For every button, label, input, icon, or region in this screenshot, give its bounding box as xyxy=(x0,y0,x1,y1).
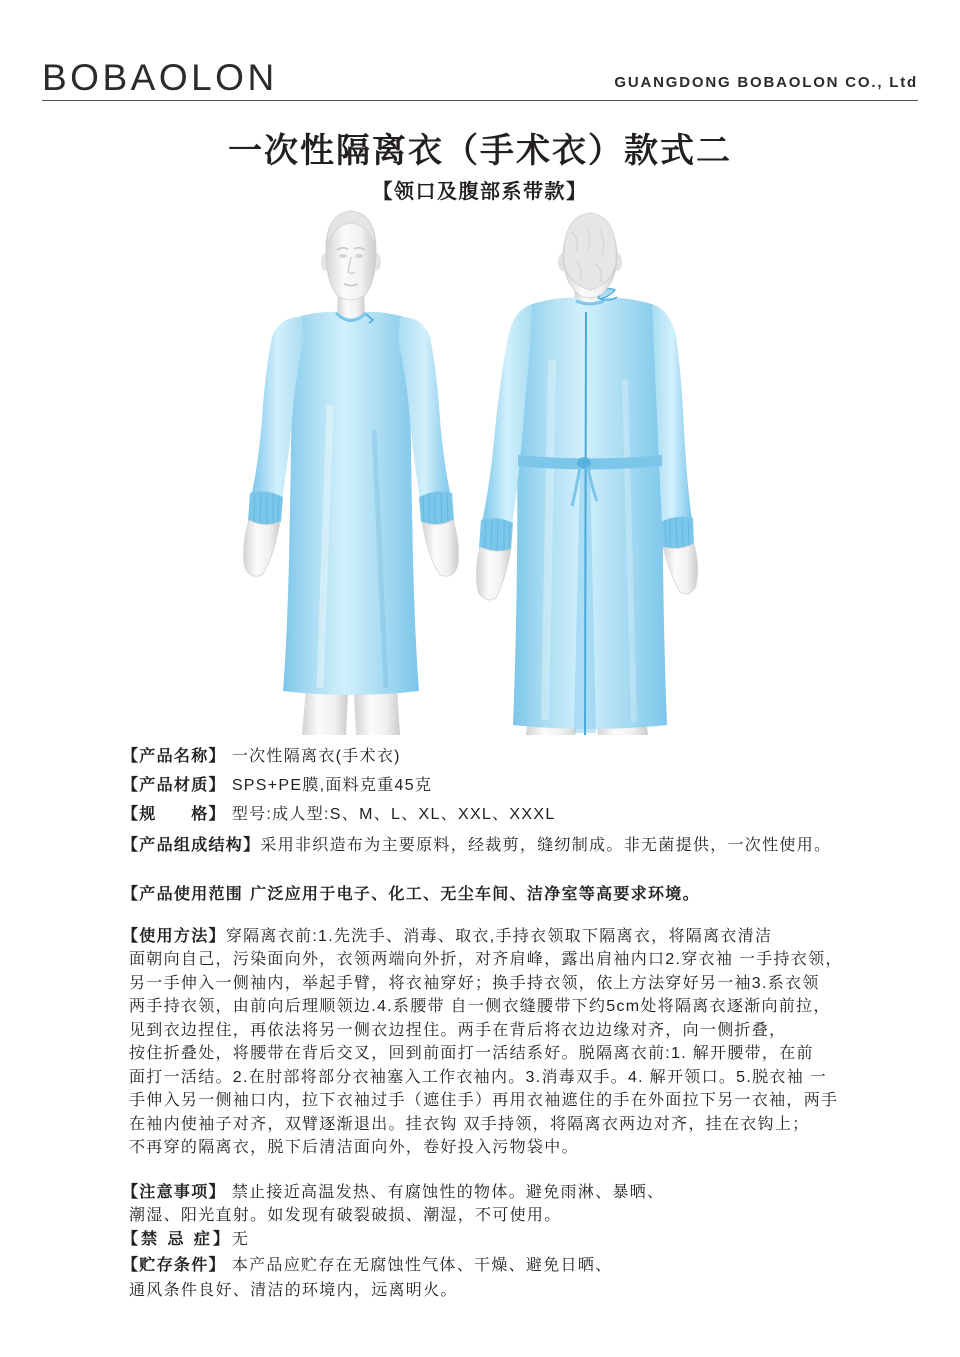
spec-label-structure: 【产品组成结构】 xyxy=(122,837,261,854)
spec-row-structure xyxy=(122,836,831,856)
spec-row-size xyxy=(122,805,556,825)
back-center-seam xyxy=(585,312,586,735)
front-gown-body xyxy=(283,312,419,695)
usage-line: 见到衣边捏住，再依法将另一侧衣边捏住。两手在背后将衣边边缘对齐，向一侧折叠， xyxy=(129,1021,787,1039)
front-left-leg xyxy=(302,688,348,735)
cautions-line: 潮湿、阳光直射。如发现有破裂破损、潮湿，不可使用。 xyxy=(129,1207,562,1224)
cautions-text: 禁止接近高温发热、有腐蚀性的物体。避免雨淋、暴晒、 xyxy=(231,1184,665,1201)
spec-value-contraindications: 无 xyxy=(231,1231,250,1248)
usage-line: 不再穿的隔离衣，脱下后清洁面向外，卷好投入污物袋中。 xyxy=(129,1138,579,1156)
front-left-eye xyxy=(339,254,347,258)
usage-line xyxy=(122,925,843,948)
spec-block-usage xyxy=(122,925,843,1159)
spec-row-contraindications xyxy=(122,1230,249,1250)
back-mannequin-hair xyxy=(564,213,616,290)
storage-text: 本产品应贮存在无腐蚀性气体、干燥、避免日晒、 xyxy=(231,1257,613,1274)
front-left-hand xyxy=(244,520,280,576)
spec-label-material: 【产品材质】 xyxy=(122,777,226,794)
usage-line: 面朝向自己，污染面向外，衣领两端向外折，对齐肩峰，露出肩袖内口2.穿衣袖 一手持衣领， xyxy=(129,951,843,969)
storage-line: 通风条件良好、清洁的环境内，远离明火。 xyxy=(129,1282,458,1299)
spec-row-product-name xyxy=(122,747,401,767)
header-divider xyxy=(42,100,918,101)
usage-line: 按住折叠处，将腰带在背后交叉，回到前面打一活结系好。脱隔离衣前:1. 解开腰带，在前 xyxy=(129,1045,814,1063)
brand-logo: BOBAOLON xyxy=(42,57,278,98)
spec-block-cautions xyxy=(122,1181,664,1227)
product-photo-back xyxy=(476,213,697,735)
spec-row-material xyxy=(122,776,432,796)
back-left-hand xyxy=(476,547,511,600)
spec-label-scope: 【产品使用范围 xyxy=(122,886,244,903)
company-name: GUANGDONG BOBAOLON CO., Ltd xyxy=(614,74,918,91)
product-photos xyxy=(0,200,960,745)
cautions-line xyxy=(122,1181,664,1204)
usage-text: 穿隔离衣前:1.先洗手、消毒、取衣,手持衣领取下隔离衣，将隔离衣清洁 xyxy=(225,928,773,945)
usage-line: 两手持衣领，由前向后理顺领边.4.系腰带 自一侧衣缝腰带下约5cm处将隔离衣逐渐向前拉， xyxy=(129,998,831,1016)
spec-value-structure: 采用非织造布为主要原料，经裁剪，缝纫制成。非无菌提供，一次性使用。 xyxy=(260,837,832,854)
storage-line xyxy=(122,1253,612,1278)
spec-label-product-name: 【产品名称】 xyxy=(122,748,226,765)
spec-value-size: 型号:成人型:S、M、L、XL、XXL、XXXL xyxy=(231,806,556,823)
spec-label-size: 【规 格】 xyxy=(122,806,226,823)
document-subtitle: 【领口及腹部系带款】 xyxy=(372,181,588,203)
spec-label-contraindications: 【禁 忌 症】 xyxy=(122,1231,232,1248)
front-right-hand xyxy=(422,520,458,576)
front-right-eye xyxy=(355,254,363,258)
spec-label-storage: 【贮存条件】 xyxy=(122,1257,226,1274)
spec-value-product-name: 一次性隔离衣(手术衣) xyxy=(231,748,401,765)
front-right-leg xyxy=(354,688,400,735)
usage-line: 在袖内使袖子对齐，双臂逐渐退出。挂衣钩 双手持领，将隔离衣两边对齐，挂在衣钩上； xyxy=(129,1115,810,1133)
spec-value-material: SPS+PE膜,面料克重45克 xyxy=(231,777,433,794)
back-right-hand xyxy=(663,544,698,594)
spec-label-usage: 【使用方法】 xyxy=(122,928,226,945)
product-photo-front xyxy=(244,211,459,735)
usage-line: 另一手伸入一侧袖内，举起手臂，将衣袖穿好；换手持衣领，依上方法穿好另一袖3.系衣领 xyxy=(129,974,820,992)
spec-label-cautions: 【注意事项】 xyxy=(122,1184,226,1201)
usage-line: 手伸入另一侧袖口内，拉下衣袖过手（遮住手）再用衣袖遮住的手在外面拉下另一衣袖，两手 xyxy=(129,1092,839,1110)
spec-row-scope xyxy=(122,885,700,905)
document-title: 一次性隔离衣（手术衣）款式二 xyxy=(228,132,732,170)
usage-line: 面打一活结。2.在肘部将部分衣袖塞入工作衣袖内。3.消毒双手。4. 解开领口。5.脱衣袖 一 xyxy=(129,1068,828,1086)
spec-value-scope: 广泛应用于电子、化工、无尘车间、洁净室等高要求环境。 xyxy=(250,886,700,903)
spec-block-storage xyxy=(122,1253,612,1303)
